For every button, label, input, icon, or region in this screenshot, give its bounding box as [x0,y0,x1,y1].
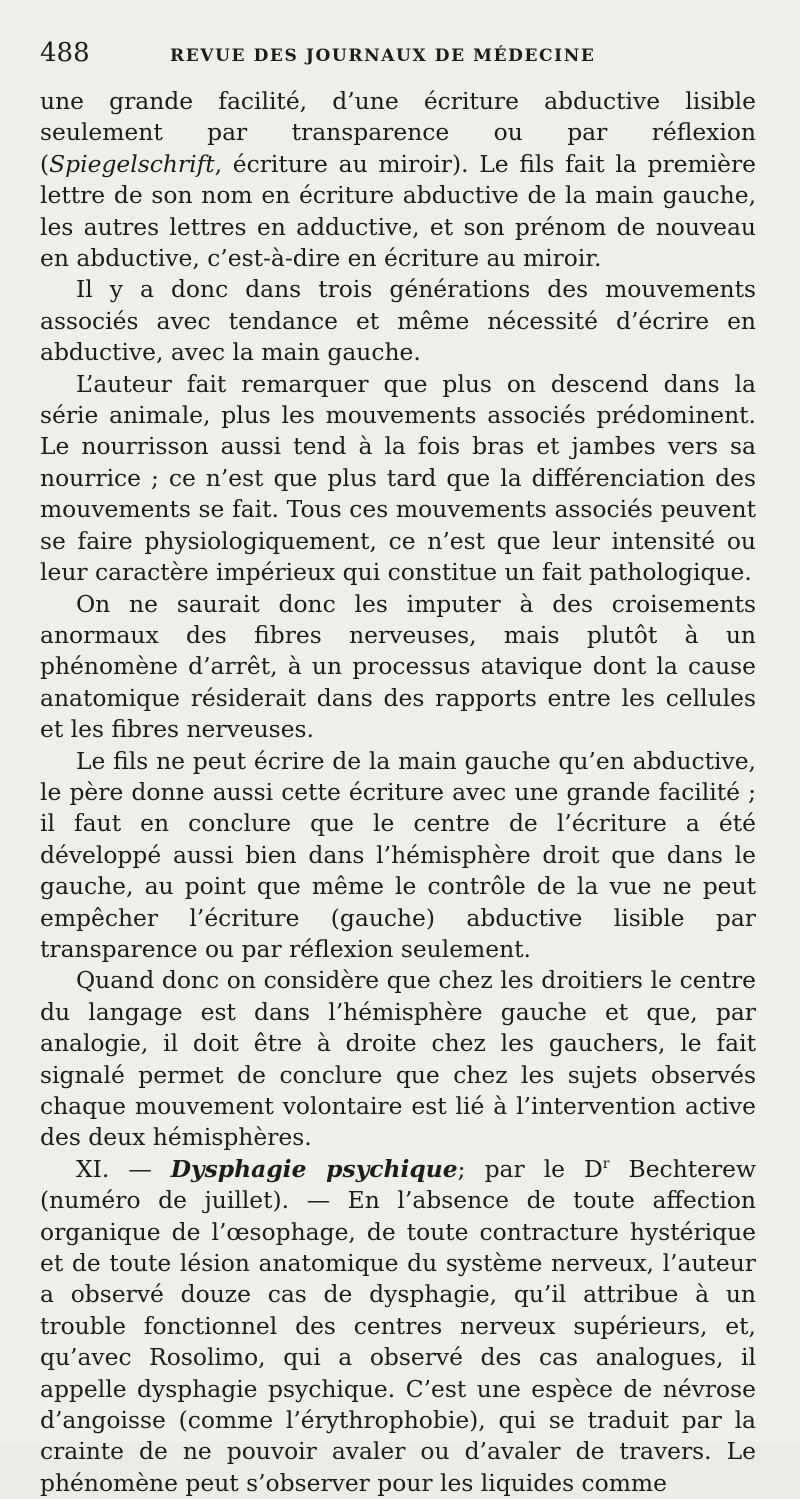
paragraph: Le fils ne peut écrire de la main gauche qu’en abductive, le père donne aussi cette écriture avec une grande facilité ; il faut en conclure que le centre de l’écriture a été développé aussi bien dans l’hémisphère droit que dans le gauche, au point que même le contrôle de la vue ne peut empêcher l’écriture (gauche) abductive lisible par transparence ou par réflexion seulement. [40,746,756,963]
paragraph-continuation: une grande facilité, d’une écriture abductive lisible seulement par transparence ou par réflexion (Spiegelschrift, écriture au miroir). Le fils fait la première lettre de son nom en écriture abductive de la main gauche, les autres lettres en adductive, et son prénom de nouveau en abductive, c’est-à-dire en écriture au miroir. [40,87,756,273]
section-paragraph: XI. — Dysphagie psychique; par le $D^r$ Bechterew (numéro de juillet). — En l’absence de toute affection organique de l’œsophage, de toute contracture hystérique et de toute lésion anatomique du système nerveux, l’auteur a observé douze cas de dysphagie, qu’il attribue à un trouble fonctionnel des centres nerveux supérieurs, et, qu’avec Rosolimo, qui a observé des cas analogues, il appelle dysphagie psychique. C’est une espèce de névrose d’angoisse (comme l’érythrophobie), qui se traduit par la crainte de ne pouvoir avaler ou d’avaler de travers. Le phénomène peut s’observer pour les liquides comme [40,1154,757,1497]
emphasized-term: Spiegelschrift [49,149,215,178]
section-title: Dysphagie psychique [170,1154,458,1183]
paragraph: On ne saurait donc les imputer à des croisements anormaux des fibres nerveuses, mais plutôt à un phénomène d’arrêt, à un processus atavique dont la cause anatomique résiderait dans des rapports entre les cellules et les fibres nerveuses. [40,589,756,744]
running-head [40,38,756,78]
paragraph: Il y a donc dans trois générations des mouvements associés avec tendance et même nécessité d’écrire en abductive, avec la main gauche. [40,275,756,367]
header-title: REVUE DES JOURNAUX DE MÉDECINE [170,46,596,66]
section-number: XI. — [76,1154,171,1183]
page-number: 488 [40,38,90,68]
body-text [40,86,756,1499]
superscript: r [602,1156,610,1173]
paragraph: L’auteur fait remarquer que plus on descend dans la série animale, plus les mouvements associés prédominent. Le nourrisson aussi tend à la fois bras et jambes vers sa nourrice ; ce n’est que plus tard que la différenciation des mouvements se fait. Tous ces mouvements associés peuvent se faire physiologiquement, ce n’est que leur intensité ou leur caractère impérieux qui constitue un fait pathologique. [40,369,756,587]
paragraph: Quand donc on considère que chez les droitiers le centre du langage est dans l’hémisphère gauche et que, par analogie, il doit être à droite chez les gauchers, le fait signalé permet de conclure que chez les sujets observés chaque mouvement volontaire est lié à l’intervention active des deux hémisphères. [40,966,756,1152]
